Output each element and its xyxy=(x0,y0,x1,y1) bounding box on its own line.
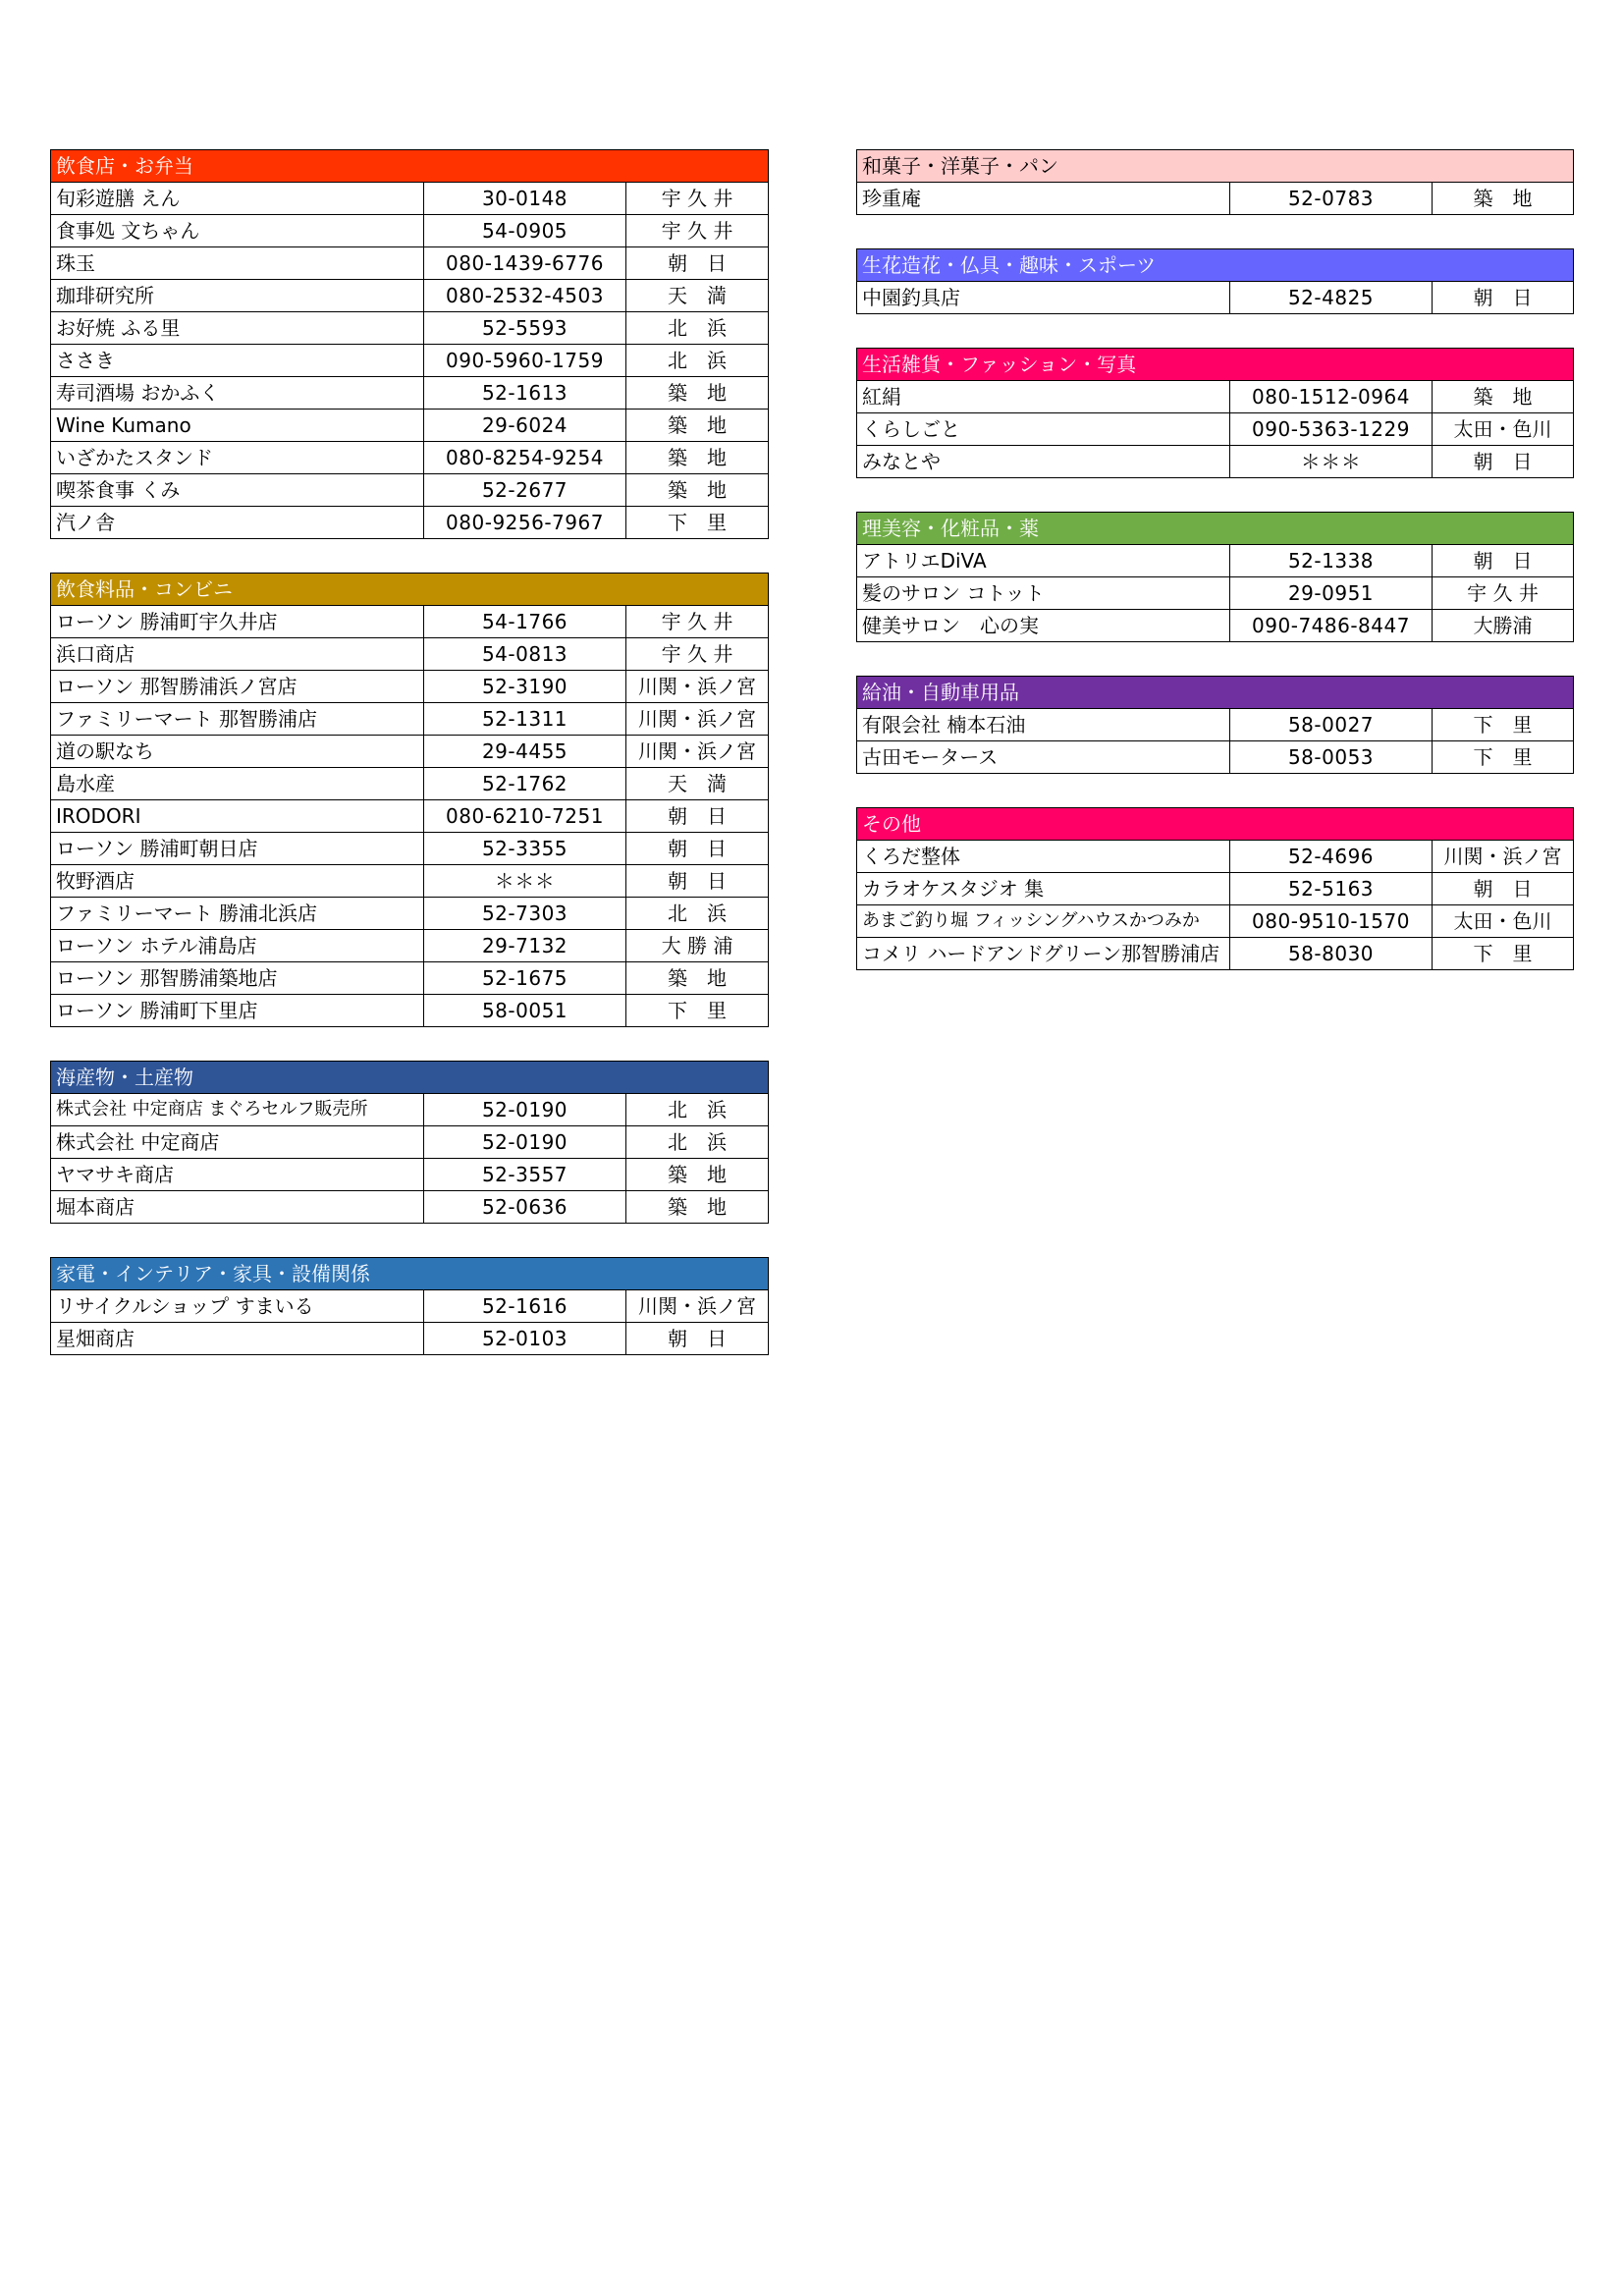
table-row xyxy=(857,740,1573,773)
area-name: 築 地 xyxy=(668,966,727,990)
directory-section xyxy=(50,573,769,1027)
shop-name: 株式会社 中定商店 まぐろセルフ販売所 xyxy=(51,1094,424,1125)
phone-number: 52-1762 xyxy=(424,768,626,799)
table-row xyxy=(51,214,768,246)
table-row xyxy=(51,1322,768,1354)
phone-number: 29-4455 xyxy=(424,736,626,767)
phone-number: 58-0027 xyxy=(1230,709,1433,740)
directory-section xyxy=(856,676,1574,774)
section-table xyxy=(51,606,768,1026)
area-name: 築 地 xyxy=(1473,187,1533,210)
shop-name: ローソン 那智勝浦浜ノ宮店 xyxy=(51,671,424,702)
area-name: 下 里 xyxy=(668,999,727,1022)
shop-name: 中園釣具店 xyxy=(857,282,1230,313)
area-name: 宇 久 井 xyxy=(661,642,733,666)
shop-name: ローソン 那智勝浦築地店 xyxy=(51,962,424,994)
table-row xyxy=(51,1125,768,1158)
table-row xyxy=(51,441,768,473)
phone-number: 52-7303 xyxy=(424,898,626,929)
directory-section xyxy=(50,1061,769,1224)
shop-name: 牧野酒店 xyxy=(51,865,424,897)
area-name: 朝 日 xyxy=(668,1327,727,1350)
shop-name: ローソン 勝浦町下里店 xyxy=(51,995,424,1026)
table-row xyxy=(51,670,768,702)
phone-number: 080-6210-7251 xyxy=(424,800,626,832)
area-name: 朝 日 xyxy=(668,837,727,860)
phone-number: 52-1613 xyxy=(424,377,626,409)
area-name: 朝 日 xyxy=(1473,286,1533,309)
shop-name: くろだ整体 xyxy=(857,841,1230,872)
phone-number: 090-5960-1759 xyxy=(424,345,626,376)
table-row xyxy=(51,1190,768,1223)
phone-number: 52-4825 xyxy=(1230,282,1433,313)
table-row xyxy=(857,609,1573,641)
area-name: 築 地 xyxy=(668,478,727,502)
phone-number: 52-1311 xyxy=(424,703,626,735)
shop-name: 星畑商店 xyxy=(51,1323,424,1354)
area-name: 大 勝 浦 xyxy=(661,934,733,957)
section-header: 海産物・土産物 xyxy=(51,1062,768,1094)
shop-name: 珍重庵 xyxy=(857,183,1230,214)
shop-name: いざかたスタンド xyxy=(51,442,424,473)
shop-name: お好焼 ふる里 xyxy=(51,312,424,344)
shop-name: 株式会社 中定商店 xyxy=(51,1126,424,1158)
shop-name: Wine Kumano xyxy=(51,410,424,441)
shop-name: 健美サロン 心の実 xyxy=(857,610,1230,641)
table-row xyxy=(51,344,768,376)
phone-number: 30-0148 xyxy=(424,183,626,214)
table-row xyxy=(857,709,1573,740)
table-row xyxy=(857,576,1573,609)
phone-number: 54-0905 xyxy=(424,215,626,246)
phone-number: 52-3557 xyxy=(424,1159,626,1190)
phone-number: 52-1675 xyxy=(424,962,626,994)
section-table xyxy=(51,183,768,538)
phone-number: 080-8254-9254 xyxy=(424,442,626,473)
table-row xyxy=(51,246,768,279)
shop-name: アトリエDiVA xyxy=(857,545,1230,576)
directory-section xyxy=(856,149,1574,215)
phone-number: 58-0051 xyxy=(424,995,626,1026)
phone-number: 29-0951 xyxy=(1230,577,1433,609)
phone-number: 54-1766 xyxy=(424,606,626,637)
table-row xyxy=(51,637,768,670)
phone-number: 29-6024 xyxy=(424,410,626,441)
section-header: 飲食料品・コンビニ xyxy=(51,574,768,606)
phone-number: 52-3190 xyxy=(424,671,626,702)
area-name: 朝 日 xyxy=(668,251,727,275)
shop-name: ローソン ホテル浦島店 xyxy=(51,930,424,961)
table-row xyxy=(51,279,768,311)
section-header: 和菓子・洋菓子・パン xyxy=(857,150,1573,183)
table-row xyxy=(857,904,1573,937)
phone-number: 080-9256-7967 xyxy=(424,507,626,538)
section-table xyxy=(857,381,1573,477)
phone-number: 52-4696 xyxy=(1230,841,1433,872)
shop-name: ファミリーマート 勝浦北浜店 xyxy=(51,898,424,929)
table-row xyxy=(51,929,768,961)
table-row xyxy=(51,735,768,767)
shop-name: 道の駅なち xyxy=(51,736,424,767)
shop-name: みなとや xyxy=(857,446,1230,477)
right-column xyxy=(856,149,1574,1004)
shop-name: 食事処 文ちゃん xyxy=(51,215,424,246)
area-name: 太田・色川 xyxy=(1453,417,1552,441)
area-name: 築 地 xyxy=(668,413,727,437)
shop-name: 紅絹 xyxy=(857,381,1230,412)
area-name: 北 浜 xyxy=(668,316,727,340)
area-name: 下 里 xyxy=(668,511,727,534)
area-name: 川関・浜ノ宮 xyxy=(1443,845,1562,868)
area-name: 北 浜 xyxy=(668,1098,727,1121)
phone-number: ＊＊＊ xyxy=(1230,446,1433,477)
shop-name: 浜口商店 xyxy=(51,638,424,670)
shop-name: 有限会社 楠本石油 xyxy=(857,709,1230,740)
area-name: 築 地 xyxy=(668,1195,727,1219)
shop-name: あまご釣り堀 フィッシングハウスかつみか xyxy=(857,905,1230,937)
phone-number: 080-9510-1570 xyxy=(1230,905,1433,937)
area-name: 下 里 xyxy=(1473,745,1533,769)
table-row xyxy=(51,506,768,538)
phone-number: 090-5363-1229 xyxy=(1230,413,1433,445)
shop-name: 髪のサロン コトット xyxy=(857,577,1230,609)
table-row xyxy=(857,445,1573,477)
section-header: 理美容・化粧品・薬 xyxy=(857,513,1573,545)
phone-number: 52-0190 xyxy=(424,1126,626,1158)
table-row xyxy=(857,412,1573,445)
section-table xyxy=(51,1094,768,1223)
area-name: 宇 久 井 xyxy=(661,219,733,243)
shop-name: 堀本商店 xyxy=(51,1191,424,1223)
table-row xyxy=(51,799,768,832)
table-row xyxy=(51,864,768,897)
area-name: 川関・浜ノ宮 xyxy=(638,1294,756,1318)
section-table xyxy=(857,709,1573,773)
table-row xyxy=(51,311,768,344)
table-row xyxy=(51,767,768,799)
section-table xyxy=(857,545,1573,641)
phone-number: 52-5593 xyxy=(424,312,626,344)
section-table xyxy=(51,1290,768,1354)
area-name: 川関・浜ノ宮 xyxy=(638,675,756,698)
table-row xyxy=(51,961,768,994)
table-row xyxy=(51,897,768,929)
directory-section xyxy=(856,248,1574,314)
directory-section xyxy=(856,512,1574,642)
area-name: 宇 久 井 xyxy=(1467,581,1539,605)
area-name: 川関・浜ノ宮 xyxy=(638,707,756,731)
directory-section xyxy=(50,149,769,539)
phone-number: 29-7132 xyxy=(424,930,626,961)
directory-section xyxy=(50,1257,769,1355)
phone-number: 52-2677 xyxy=(424,474,626,506)
area-name: 大勝浦 xyxy=(1473,614,1533,637)
left-column xyxy=(50,149,769,1389)
area-name: 北 浜 xyxy=(668,902,727,925)
area-name: 天 満 xyxy=(668,772,727,795)
shop-name: IRODORI xyxy=(51,800,424,832)
shop-name: 島水産 xyxy=(51,768,424,799)
directory-section xyxy=(856,807,1574,970)
shop-name: ローソン 勝浦町宇久井店 xyxy=(51,606,424,637)
area-name: 宇 久 井 xyxy=(661,187,733,210)
phone-number: 52-0636 xyxy=(424,1191,626,1223)
area-name: 朝 日 xyxy=(668,869,727,893)
table-row xyxy=(51,702,768,735)
section-header: 生花造花・仏具・趣味・スポーツ xyxy=(857,249,1573,282)
table-row xyxy=(51,409,768,441)
table-row xyxy=(51,832,768,864)
area-name: 築 地 xyxy=(1473,385,1533,409)
phone-number: 52-0190 xyxy=(424,1094,626,1125)
phone-number: 52-1616 xyxy=(424,1290,626,1322)
phone-number: 080-2532-4503 xyxy=(424,280,626,311)
area-name: 太田・色川 xyxy=(1453,909,1552,933)
table-row xyxy=(51,1094,768,1125)
shop-name: ヤマサキ商店 xyxy=(51,1159,424,1190)
table-row xyxy=(857,545,1573,576)
shop-name: コメリ ハードアンドグリーン那智勝浦店 xyxy=(857,938,1230,969)
shop-name: カラオケスタジオ 集 xyxy=(857,873,1230,904)
phone-number: 52-0103 xyxy=(424,1323,626,1354)
section-table xyxy=(857,282,1573,313)
phone-number: 52-5163 xyxy=(1230,873,1433,904)
area-name: 下 里 xyxy=(1473,713,1533,737)
area-name: 天 満 xyxy=(668,284,727,307)
shop-name: ローソン 勝浦町朝日店 xyxy=(51,833,424,864)
area-name: 川関・浜ノ宮 xyxy=(638,739,756,763)
shop-name: 汽ノ舎 xyxy=(51,507,424,538)
area-name: 北 浜 xyxy=(668,349,727,372)
table-row xyxy=(857,381,1573,412)
shop-name: 寿司酒場 おかふく xyxy=(51,377,424,409)
table-row xyxy=(51,183,768,214)
shop-name: ささき xyxy=(51,345,424,376)
phone-number: 080-1512-0964 xyxy=(1230,381,1433,412)
area-name: 朝 日 xyxy=(1473,450,1533,473)
phone-number: 58-8030 xyxy=(1230,938,1433,969)
phone-number: 52-1338 xyxy=(1230,545,1433,576)
table-row xyxy=(857,841,1573,872)
area-name: 下 里 xyxy=(1473,942,1533,965)
area-name: 朝 日 xyxy=(1473,549,1533,573)
shop-name: ファミリーマート 那智勝浦店 xyxy=(51,703,424,735)
section-header: 家電・インテリア・家具・設備関係 xyxy=(51,1258,768,1290)
section-header: その他 xyxy=(857,808,1573,841)
area-name: 築 地 xyxy=(668,1163,727,1186)
phone-number: 52-0783 xyxy=(1230,183,1433,214)
table-row xyxy=(857,183,1573,214)
section-header: 給油・自動車用品 xyxy=(857,677,1573,709)
shop-name: くらしごと xyxy=(857,413,1230,445)
phone-number: 090-7486-8447 xyxy=(1230,610,1433,641)
shop-name: 古田モータース xyxy=(857,741,1230,773)
area-name: 宇 久 井 xyxy=(661,610,733,633)
shop-name: 旬彩遊膳 えん xyxy=(51,183,424,214)
table-row xyxy=(857,872,1573,904)
table-row xyxy=(51,1290,768,1322)
area-name: 朝 日 xyxy=(1473,877,1533,901)
section-header: 生活雑貨・ファッション・写真 xyxy=(857,349,1573,381)
phone-number: 54-0813 xyxy=(424,638,626,670)
table-row xyxy=(51,473,768,506)
shop-name: 珠玉 xyxy=(51,247,424,279)
table-row xyxy=(857,937,1573,969)
table-row xyxy=(51,994,768,1026)
area-name: 築 地 xyxy=(668,381,727,405)
shop-name: 珈琲研究所 xyxy=(51,280,424,311)
phone-number: 58-0053 xyxy=(1230,741,1433,773)
area-name: 築 地 xyxy=(668,446,727,469)
section-header: 飲食店・お弁当 xyxy=(51,150,768,183)
table-row xyxy=(51,606,768,637)
area-name: 朝 日 xyxy=(668,804,727,828)
phone-number: 080-1439-6776 xyxy=(424,247,626,279)
phone-number: 52-3355 xyxy=(424,833,626,864)
directory-section xyxy=(856,348,1574,478)
area-name: 北 浜 xyxy=(668,1130,727,1154)
shop-name: 喫茶食事 くみ xyxy=(51,474,424,506)
table-row xyxy=(51,376,768,409)
section-table xyxy=(857,841,1573,969)
phone-number: ＊＊＊ xyxy=(424,865,626,897)
table-row xyxy=(857,282,1573,313)
shop-name: リサイクルショップ すまいる xyxy=(51,1290,424,1322)
section-table xyxy=(857,183,1573,214)
table-row xyxy=(51,1158,768,1190)
